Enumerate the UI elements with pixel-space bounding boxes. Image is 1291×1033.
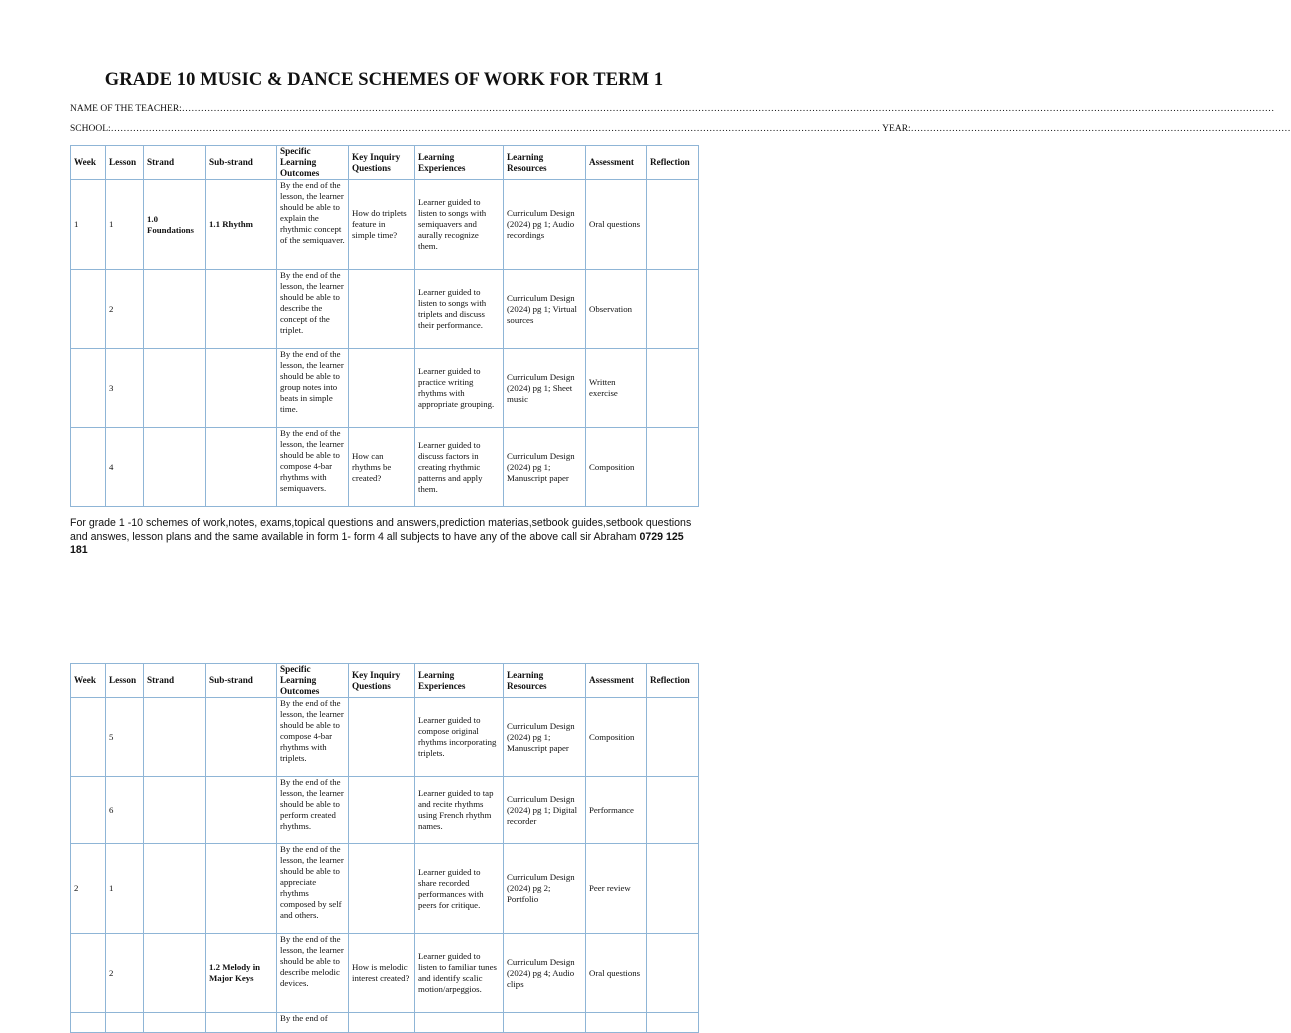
cell-lesson: 2 (106, 270, 144, 349)
cell-outcomes: By the end of the lesson, the learner should be able to compose 4-bar rhythms with triplets. (277, 698, 349, 777)
cell-resources: Curriculum Design (2024) pg 1; Manuscript paper (504, 428, 586, 507)
cell-assessment: Oral questions (586, 934, 647, 1013)
teacher-name-field: NAME OF THE TEACHER:………………………………………………………………………………………………………………………………………………………………………………………………………………………………………………………………………………………………………………… (70, 104, 1275, 114)
table-row (71, 777, 699, 844)
cell-experiences: Learner guided to discuss factors in creating rhythmic patterns and apply them. (415, 428, 504, 507)
cell-substrand: 1.1 Rhythm (206, 180, 277, 270)
school-year-field: SCHOOL:……………………………………………………………………………………………………………………………………………………………………………………………………………………… YEAR:………………………………………………………………………………………………………… (70, 124, 1291, 134)
cell-resources: Curriculum Design (2024) pg 1; Manuscript paper (504, 698, 586, 777)
cell-strand (144, 698, 206, 777)
cell-resources: Curriculum Design (2024) pg 4; Audio clips (504, 934, 586, 1013)
cell-strand (144, 844, 206, 934)
header-week: Week (71, 146, 106, 180)
cell-outcomes: By the end of the lesson, the learner should be able to perform created rhythms. (277, 777, 349, 844)
cell-strand (144, 428, 206, 507)
header-resources: Learning Resources (504, 664, 586, 698)
cell-lesson (106, 1013, 144, 1033)
header-outcomes: Specific Learning Outcomes (277, 664, 349, 698)
cell-inquiry (349, 270, 415, 349)
cell-strand: 1.0 Foundations (144, 180, 206, 270)
scheme-table-2 (70, 663, 699, 1033)
cell-reflection (647, 349, 699, 428)
table-row (71, 428, 699, 507)
header-reflection: Reflection (647, 664, 699, 698)
cell-outcomes: By the end of (277, 1013, 349, 1033)
cell-experiences: Learner guided to share recorded performances with peers for critique. (415, 844, 504, 934)
header-inquiry: Key Inquiry Questions (349, 664, 415, 698)
cell-experiences: Learner guided to listen to songs with triplets and discuss their performance. (415, 270, 504, 349)
cell-assessment: Composition (586, 428, 647, 507)
table-row (71, 844, 699, 934)
cell-week: 2 (71, 844, 106, 934)
cell-assessment: Oral questions (586, 180, 647, 270)
cell-inquiry (349, 698, 415, 777)
cell-reflection (647, 428, 699, 507)
header-inquiry: Key Inquiry Questions (349, 146, 415, 180)
cell-reflection (647, 1013, 699, 1033)
cell-inquiry (349, 777, 415, 844)
cell-resources: Curriculum Design (2024) pg 1; Virtual sources (504, 270, 586, 349)
cell-substrand (206, 1013, 277, 1033)
cell-outcomes: By the end of the lesson, the learner should be able to describe the concept of the triplet. (277, 270, 349, 349)
header-reflection: Reflection (647, 146, 699, 180)
cell-reflection (647, 270, 699, 349)
cell-resources: Curriculum Design (2024) pg 1; Audio recordings (504, 180, 586, 270)
cell-resources: Curriculum Design (2024) pg 1; Sheet music (504, 349, 586, 428)
cell-inquiry (349, 844, 415, 934)
cell-experiences: Learner guided to listen to familiar tunes and identify scalic motion/arpeggios. (415, 934, 504, 1013)
cell-inquiry: How is melodic interest created? (349, 934, 415, 1013)
header-experiences: Learning Experiences (415, 146, 504, 180)
cell-reflection (647, 777, 699, 844)
cell-substrand: 1.2 Melody in Major Keys (206, 934, 277, 1013)
cell-experiences (415, 1013, 504, 1033)
cell-substrand (206, 698, 277, 777)
header-lesson: Lesson (106, 664, 144, 698)
cell-substrand (206, 844, 277, 934)
header-strand: Strand (144, 664, 206, 698)
document-title: GRADE 10 MUSIC & DANCE SCHEMES OF WORK FOR TERM 1 (104, 70, 664, 90)
cell-lesson: 1 (106, 180, 144, 270)
cell-assessment: Written exercise (586, 349, 647, 428)
promo-note (70, 517, 700, 558)
cell-week (71, 777, 106, 844)
cell-lesson: 3 (106, 349, 144, 428)
header-strand: Strand (144, 146, 206, 180)
cell-week (71, 270, 106, 349)
promo-note-text: For grade 1 -10 schemes of work,notes, exams,topical questions and answers,prediction materias,setbook guides,setbook questions and answes, lesson plans and the same available in form 1- form 4 all subjects to have any of the above call sir Abraham (70, 517, 692, 543)
cell-assessment: Performance (586, 777, 647, 844)
cell-resources (504, 1013, 586, 1033)
cell-experiences: Learner guided to compose original rhythms incorporating triplets. (415, 698, 504, 777)
header-resources: Learning Resources (504, 146, 586, 180)
header-outcomes: Specific Learning Outcomes (277, 146, 349, 180)
cell-reflection (647, 934, 699, 1013)
header-experiences: Learning Experiences (415, 664, 504, 698)
cell-inquiry: How do triplets feature in simple time? (349, 180, 415, 270)
cell-strand (144, 777, 206, 844)
cell-reflection (647, 844, 699, 934)
cell-lesson: 1 (106, 844, 144, 934)
promo-phone: 0729 125 181 (70, 530, 684, 556)
cell-assessment: Peer review (586, 844, 647, 934)
scheme-table-1 (70, 145, 699, 507)
cell-strand (144, 1013, 206, 1033)
cell-outcomes: By the end of the lesson, the learner should be able to explain the rhythmic concept of the semiquaver. (277, 180, 349, 270)
cell-inquiry (349, 1013, 415, 1033)
header-substrand: Sub-strand (206, 146, 277, 180)
cell-inquiry: How can rhythms be created? (349, 428, 415, 507)
cell-lesson: 6 (106, 777, 144, 844)
cell-lesson: 5 (106, 698, 144, 777)
cell-outcomes: By the end of the lesson, the learner should be able to compose 4-bar rhythms with semiquavers. (277, 428, 349, 507)
cell-substrand (206, 270, 277, 349)
cell-resources: Curriculum Design (2024) pg 1; Digital recorder (504, 777, 586, 844)
cell-assessment: Composition (586, 698, 647, 777)
table-row (71, 698, 699, 777)
header-assessment: Assessment (586, 146, 647, 180)
table-row (71, 270, 699, 349)
cell-assessment: Observation (586, 270, 647, 349)
cell-reflection (647, 180, 699, 270)
cell-reflection (647, 698, 699, 777)
cell-week (71, 428, 106, 507)
cell-experiences: Learner guided to practice writing rhythms with appropriate grouping. (415, 349, 504, 428)
header-substrand: Sub-strand (206, 664, 277, 698)
header-week: Week (71, 664, 106, 698)
cell-assessment (586, 1013, 647, 1033)
cell-strand (144, 270, 206, 349)
cell-outcomes: By the end of the lesson, the learner should be able to describe melodic devices. (277, 934, 349, 1013)
cell-strand (144, 934, 206, 1013)
cell-strand (144, 349, 206, 428)
cell-outcomes: By the end of the lesson, the learner should be able to appreciate rhythms composed by self and others. (277, 844, 349, 934)
cell-lesson: 4 (106, 428, 144, 507)
cell-week: 1 (71, 180, 106, 270)
cell-week (71, 1013, 106, 1033)
table-row (71, 349, 699, 428)
cell-week (71, 934, 106, 1013)
cell-substrand (206, 777, 277, 844)
cell-substrand (206, 428, 277, 507)
cell-experiences: Learner guided to tap and recite rhythms using French rhythm names. (415, 777, 504, 844)
header-assessment: Assessment (586, 664, 647, 698)
cell-resources: Curriculum Design (2024) pg 2; Portfolio (504, 844, 586, 934)
header-lesson: Lesson (106, 146, 144, 180)
cell-week (71, 698, 106, 777)
table-row (71, 934, 699, 1013)
cell-substrand (206, 349, 277, 428)
cell-inquiry (349, 349, 415, 428)
cell-week (71, 349, 106, 428)
cell-outcomes: By the end of the lesson, the learner should be able to group notes into beats in simple time. (277, 349, 349, 428)
cell-lesson: 2 (106, 934, 144, 1013)
cell-experiences: Learner guided to listen to songs with semiquavers and aurally recognize them. (415, 180, 504, 270)
table-row (71, 180, 699, 270)
table-row (71, 1013, 699, 1033)
